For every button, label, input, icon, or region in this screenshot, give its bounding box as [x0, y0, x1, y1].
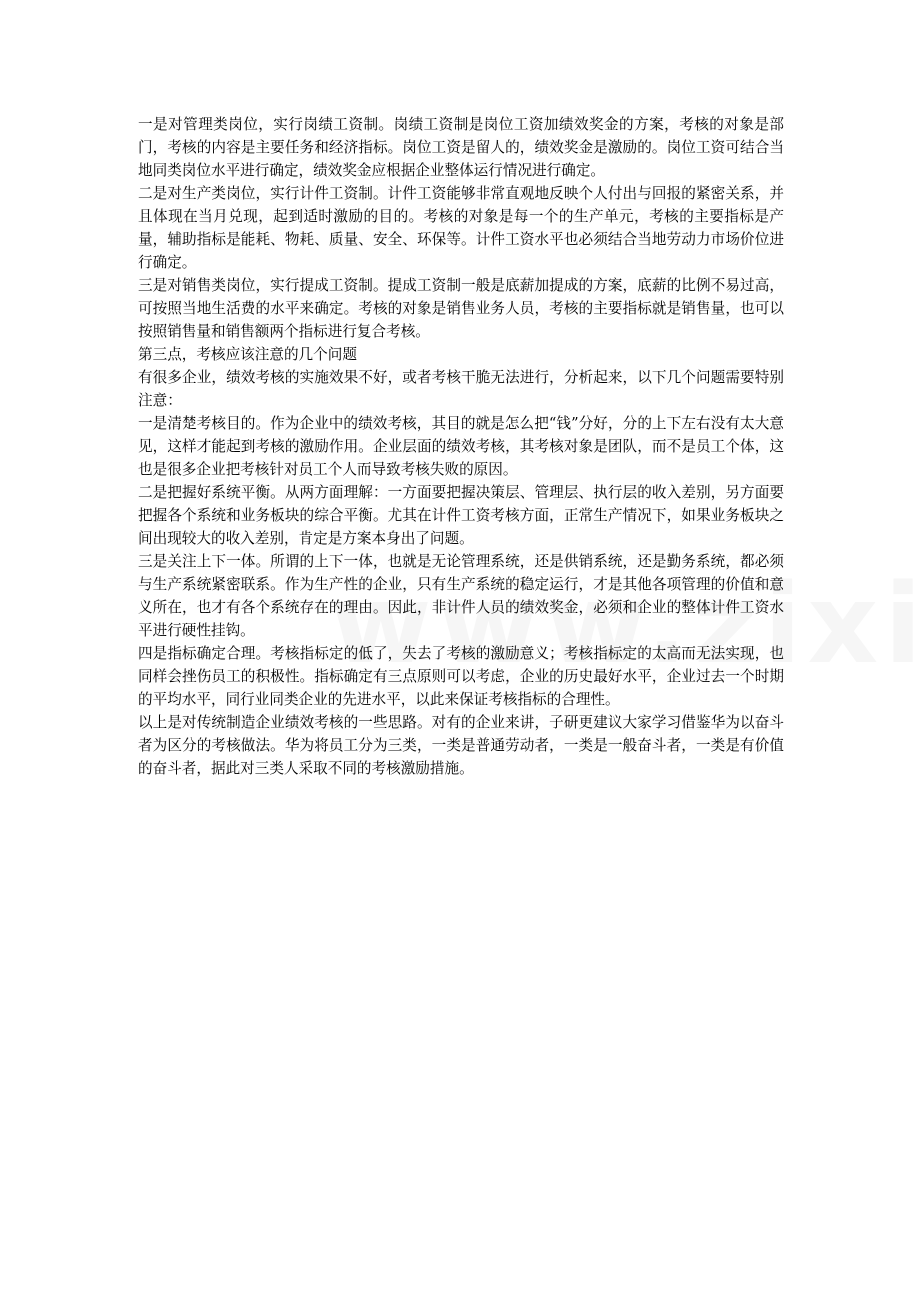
- paragraph-production-posts: 二是对生产类岗位，实行计件工资制。计件工资能够非常直观地反映个人付出与回报的紧密关系，并且体现在当月兑现，起到适时激励的目的。考核的对象是每一个的生产单元，考核的主要指标是产量，辅助指标是能耗、物耗、质量、安全、环保等。计件工资水平也必须结合当地劳动力市场价位进行确定。: [138, 185, 784, 271]
- paragraph-issue-integration: 三是关注上下一体。所谓的上下一体，也就是无论管理系统，还是供销系统，还是勤务系统，都必须与生产系统紧密联系。作为生产性的企业，只有生产系统的稳定运行，才是其他各项管理的价值和意义所在，也才有各个系统存在的理由。因此，非计件人员的绩效奖金，必须和企业的整体计件工资水平进行硬性挂钩。: [138, 553, 784, 639]
- paragraph-issue-purpose: 一是清楚考核目的。作为企业中的绩效考核，其目的就是怎么把“钱”分好，分的上下左右没有太大意见，这样才能起到考核的激励作用。企业层面的绩效考核，其考核对象是团队，而不是员工个体，这也是很多企业把考核针对员工个人而导致考核失败的原因。: [138, 415, 784, 478]
- paragraph-management-posts: 一是对管理类岗位，实行岗绩工资制。岗绩工资制是岗位工资加绩效奖金的方案，考核的对象是部门，考核的内容是主要任务和经济指标。岗位工资是留人的，绩效奖金是激励的。岗位工资可结合当地同类岗位水平进行确定，绩效奖金应根据企业整体运行情况进行确定。: [138, 116, 784, 179]
- document-body: [138, 113, 784, 780]
- paragraph-issue-targets: 四是指标确定合理。考核指标定的低了，失去了考核的激励意义；考核指标定的太高而无法实现，也同样会挫伤员工的积极性。指标确定有三点原则可以考虑，企业的历史最好水平，企业过去一个时期的平均水平，同行业同类企业的先进水平，以此来保证考核指标的合理性。: [138, 645, 784, 708]
- paragraph-conclusion: 以上是对传统制造企业绩效考核的一些思路。对有的企业来讲，子研更建议大家学习借鉴华为以奋斗者为区分的考核做法。华为将员工分为三类，一类是普通劳动者，一类是一般奋斗者，一类是有价值的奋斗者，据此对三类人采取不同的考核激励措施。: [138, 714, 784, 777]
- section-heading-third-point: 第三点，考核应该注意的几个问题: [138, 346, 357, 363]
- paragraph-intro-issues: 有很多企业，绩效考核的实施效果不好，或者考核干脆无法进行，分析起来，以下几个问题需要特别注意：: [138, 369, 784, 409]
- paragraph-issue-balance: 二是把握好系统平衡。从两方面理解：一方面要把握决策层、管理层、执行层的收入差别，另方面要把握各个系统和业务板块的综合平衡。尤其在计件工资考核方面，正常生产情况下，如果业务板块之间出现较大的收入差别，肯定是方案本身出了问题。: [138, 484, 784, 547]
- paragraph-sales-posts: 三是对销售类岗位，实行提成工资制。提成工资制一般是底薪加提成的方案，底薪的比例不易过高，可按照当地生活费的水平来确定。考核的对象是销售业务人员，考核的主要指标就是销售量，也可以按照销售量和销售额两个指标进行复合考核。: [138, 277, 784, 340]
